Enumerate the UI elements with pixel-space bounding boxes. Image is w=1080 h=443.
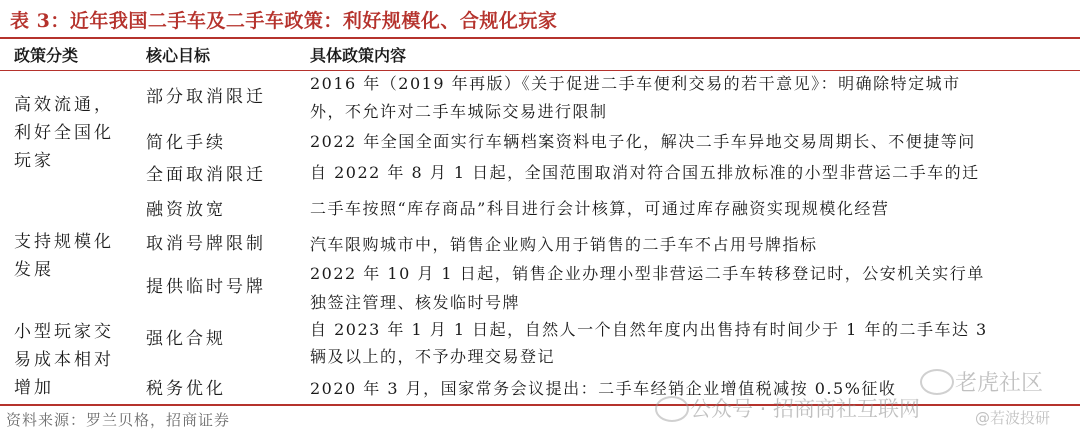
goal-simplify-procedures: 简化手续 [146, 133, 226, 153]
goal-partial-cancel-restriction: 部分取消限迁 [146, 87, 266, 107]
goal-strengthen-compliance: 强化合规 [146, 329, 226, 349]
tiger-logo-icon [920, 369, 954, 395]
table-title: 表 3：近年我国二手车及二手车政策：利好规模化、合规化玩家 [10, 10, 558, 32]
detail-line: 自 2022 年 8 月 1 日起，全国范围取消对符合国五排放标准的小型非营运二手车的迁 [310, 163, 980, 182]
goal-financing-relaxation: 融资放宽 [146, 200, 226, 220]
watermark-author: @若波投研 [975, 409, 1051, 427]
category-scale-support: 支持规模化发展 [14, 232, 114, 280]
detail-line: 自 2023 年 1 月 1 日起，自然人一个自然年度内出售持有时间少于 1 年的二手车达 3 [310, 320, 988, 339]
header-category: 政策分类 [14, 46, 79, 65]
header-detail: 具体政策内容 [310, 46, 407, 65]
detail-line: 外，不允许对二手车城际交易进行限制 [310, 102, 608, 121]
top-rule [0, 37, 1080, 39]
detail-line: 独签注管理、核发临时号牌 [310, 293, 521, 312]
detail-line: 2020 年 3 月，国家常务会议提出：二手车经销企业增值税减按 0.5%征收 [310, 379, 897, 398]
goal-full-cancel-restriction: 全面取消限迁 [146, 165, 266, 185]
source-note: 资料来源：罗兰贝格，招商证券 [6, 411, 231, 429]
goal-cancel-plate-limit: 取消号牌限制 [146, 234, 266, 254]
detail-line: 2022 年全国全面实行车辆档案资料电子化，解决二手车异地交易周期长、不便捷等问 [310, 132, 976, 151]
detail-line: 2022 年 10 月 1 日起，销售企业办理小型非营运二手车转移登记时，公安机关实行单 [310, 264, 985, 283]
category-small-player-cost: 小型玩家交易成本相对增加 [14, 322, 114, 398]
goal-temp-plate: 提供临时号牌 [146, 277, 266, 297]
goal-tax-optimization: 税务优化 [146, 379, 226, 399]
watermark-site: 老虎社区 [955, 371, 1044, 396]
detail-line: 二手车按照“库存商品”科目进行会计核算，可通过库存融资实现规模化经营 [310, 199, 890, 218]
wechat-logo-icon [655, 396, 689, 422]
watermark-wechat: 公众号 · 招商商社互联网 [690, 397, 921, 421]
category-efficient-circulation: 高效流通，利好全国化玩家 [14, 95, 114, 171]
detail-line: 辆及以上的，不予办理交易登记 [310, 347, 556, 366]
detail-line: 汽车限购城市中，销售企业购入用于销售的二手车不占用号牌指标 [310, 235, 818, 254]
detail-line: 2016 年（2019 年再版）《关于促进二手车便利交易的若干意见》：明确除特定城市 [310, 74, 961, 93]
header-goal: 核心目标 [146, 46, 211, 65]
